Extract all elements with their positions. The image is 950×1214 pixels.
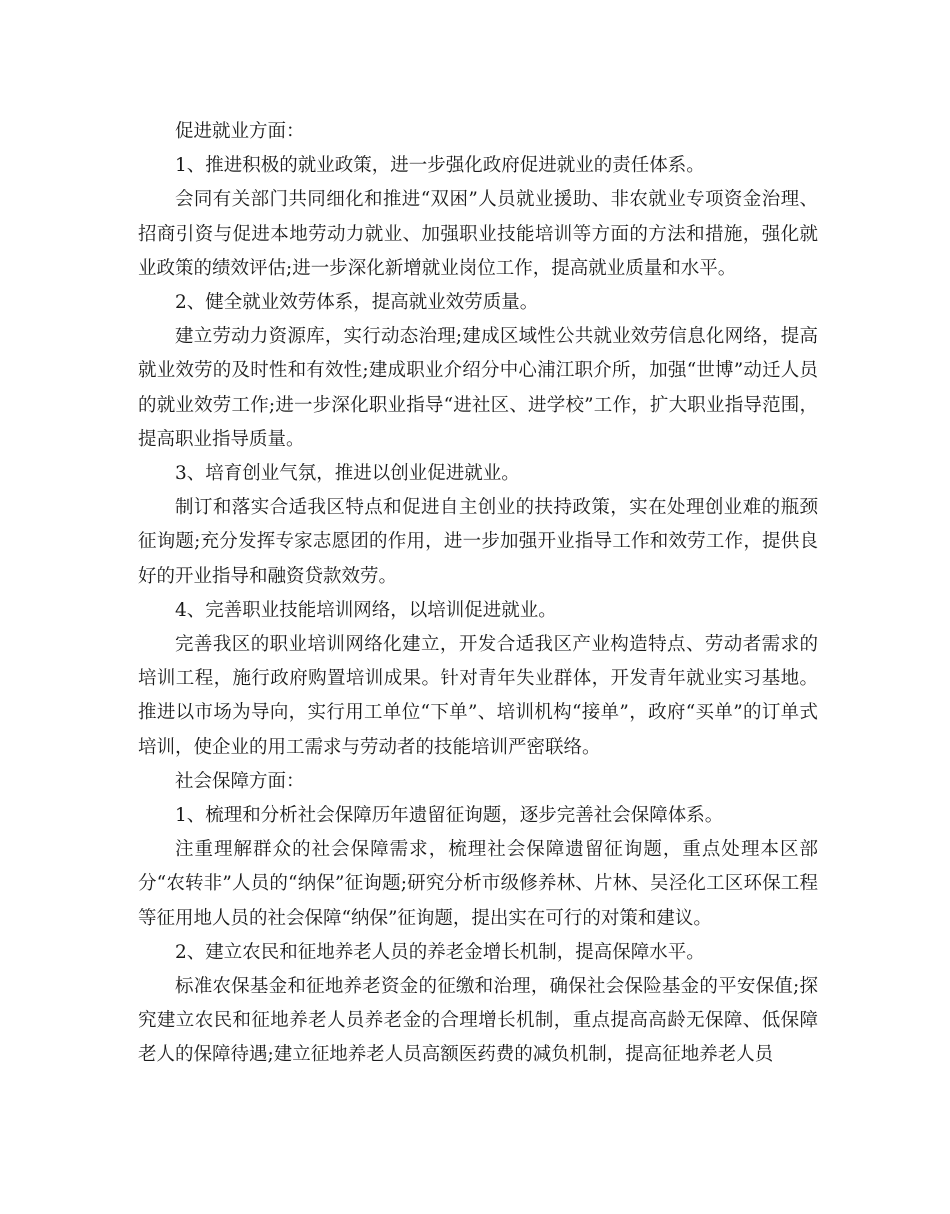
item-heading: 1、梳理和分析社会保障历年遗留征询题，逐步完善社会保障体系。 [175, 805, 724, 827]
body-paragraph: 建立劳动力资源库，实行动态治理;建成区域性公共就业效劳信息化网络，提高就业效劳的及时性和有效性;建成职业介绍分中心浦江职介所，加强“世博”动迁人员的就业效劳工作;进一步深化职业指导“进社区、进学校”工作，扩大职业指导范围，提高职业指导质量。 [138, 326, 818, 450]
body-paragraph: 注重理解群众的社会保障需求，梳理社会保障遗留征询题，重点处理本区部分“农转非”人员的“纳保”征询题;研究分析市级修养林、片林、吴泾化工区环保工程等征用地人员的社会保障“纳保”征询题，提出实在可行的对策和建议。 [138, 839, 818, 929]
item-heading: 3、培育创业气氛，推进以创业促进就业。 [175, 463, 520, 485]
section-heading-employment: 促进就业方面： [175, 121, 305, 142]
document-page [138, 115, 818, 1073]
item-heading: 2、建立农民和征地养老人员的养老金增长机制，提高保障水平。 [175, 941, 705, 963]
body-paragraph: 标准农保基金和征地养老资金的征缴和治理，确保社会保险基金的平安保值;探究建立农民和征地养老人员养老金的合理增长机制，重点提高高龄无保障、低保障老人的保障待遇;建立征地养老人员高额医药费的减负机制，提高征地养老人员 [138, 976, 818, 1066]
section-heading-social-security: 社会保障方面： [175, 770, 305, 792]
item-heading: 1、推进积极的就业政策，进一步强化政府促进就业的责任体系。 [175, 155, 705, 177]
body-paragraph: 会同有关部门共同细化和推进“双困”人员就业援助、非农就业专项资金治理、招商引资与促进本地劳动力就业、加强职业技能培训等方面的方法和措施，强化就业政策的绩效评估;进一步深化新增就业岗位工作，提高就业质量和水平。 [138, 189, 818, 279]
item-heading: 4、完善职业技能培训网络，以培训促进就业。 [175, 599, 557, 621]
body-paragraph: 完善我区的职业培训网络化建立，开发合适我区产业构造特点、劳动者需求的培训工程，施行政府购置培训成果。针对青年失业群体，开发青年就业实习基地。推进以市场为导向，实行用工单位“下单”、培训机构“接单”，政府“买单”的订单式培训，使企业的用工需求与劳动者的技能培训严密联络。 [138, 634, 818, 758]
item-heading: 2、健全就业效劳体系，提高就业效劳质量。 [175, 292, 539, 314]
body-paragraph: 制订和落实合适我区特点和促进自主创业的扶持政策，实在处理创业难的瓶颈征询题;充分发挥专家志愿团的作用，进一步加强开业指导工作和效劳工作，提供良好的开业指导和融资贷款效劳。 [138, 497, 818, 587]
